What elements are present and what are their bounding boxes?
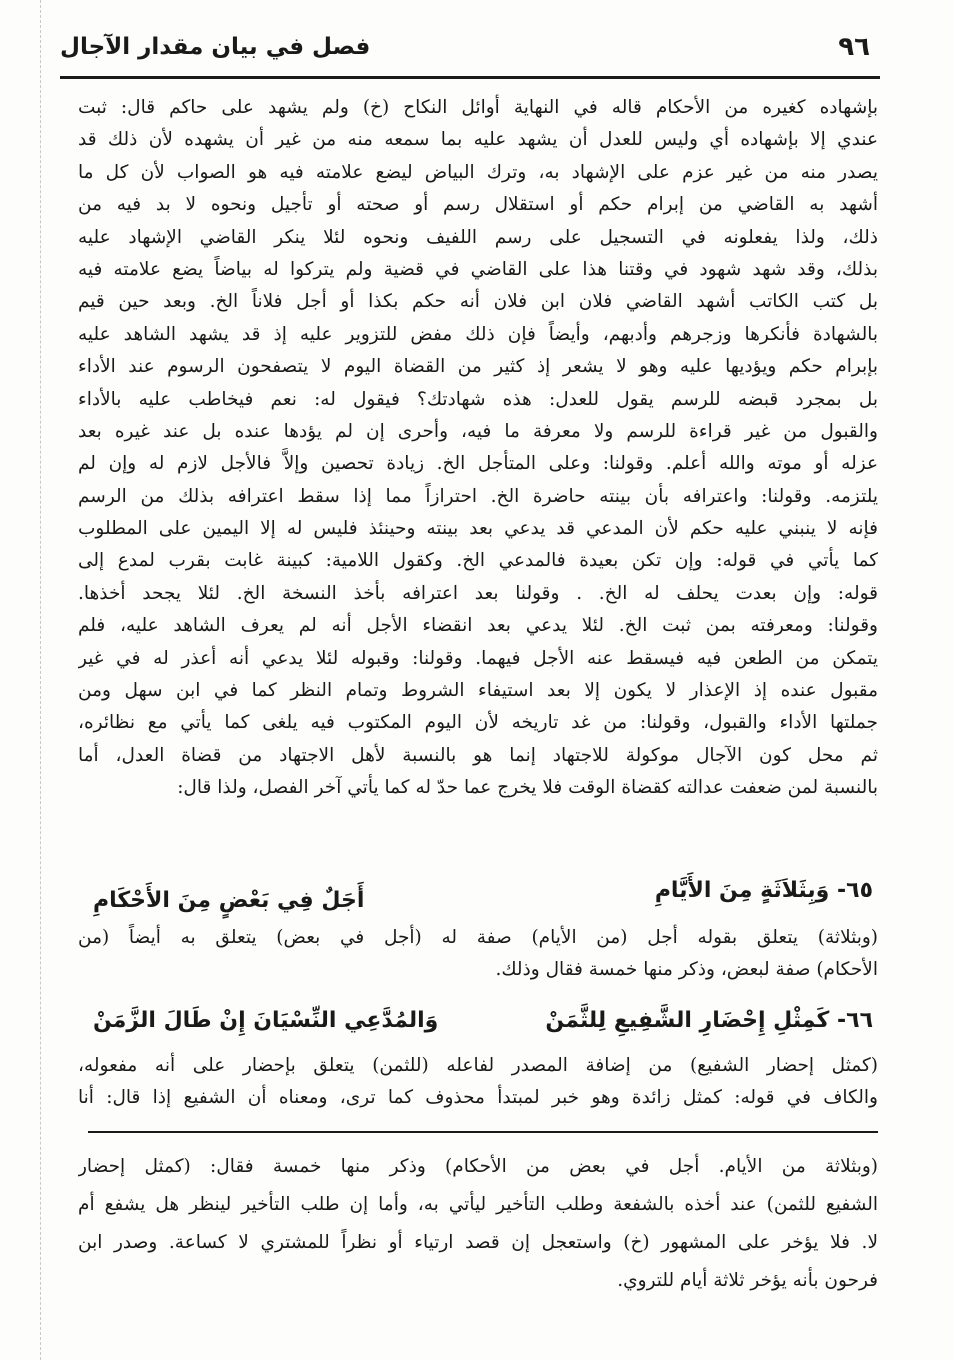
text-line: فإنه لا ينبني عليه حكم لأن المدعي قد يدعي بعد بينته وحينئذ فليس له إلا اليمين على المطلوب [78,518,878,540]
header-rule [60,76,880,79]
verse-first-hemistich: ٦٥- وَبِثَلاَثَةٍ مِنَ الأَيَّامِ [654,878,873,903]
text-line: أشهد به القاضي من إبرام حكم أو استقلال رسم أو صحته أو تأجيل ونحوه لا بد فيه من [78,194,878,216]
text-line: والقبول من غير قراءة للرسم ولا معرفة ما فيه، وأحرى إن لم يؤدها عنده بل عند غيره بعد [78,420,878,442]
verse-first-hemistich: ٦٦- كَمِثْلِ إِحْضَارِ الشَّفِيعِ لِلثَّمَنْ [545,1008,873,1033]
text-line: بإشهاده كغيره من الأحكام قاله في النهاية أوائل النكاح (خ) ولم يشهد على حاكم قال: ثبت [78,97,878,118]
footnote-line: (وبثلاثة من الأيام. أجل في بعض من الأحكام) وذكر منها خمسة فقال: (كمثل إحضار [78,1156,878,1177]
text-line: والكاف في قوله: كمثل زائدة وهو خبر لمبتدأ محذوف كما ترى، ومعناه أن الشفيع إذا قال: أنا [78,1087,878,1109]
footnote-line: الشفيع للثمن) عند أخذه بالشفعة وطلب التأخير ليأتي به، وأما إن طلب التأخير لينظر هل يشفع أم [78,1194,878,1215]
text-line: (كمثل إحضار الشفيع) من إضافة المصدر لفاعله (للثمن) يتعلق بإحضار على أنه مفعوله، [78,1055,878,1076]
verse-second-hemistich: أَجَلٌ فِي بَعْضٍ مِنَ الأَحْكَامِ [93,888,365,913]
footnote-line: فرحون بأنه يؤخر ثلاثة أيام للتروي. [617,1270,878,1291]
scan-gutter-line [40,0,42,1360]
verse-second-hemistich: وَالمُدَّعِي النِّسْيَانَ إِنْ طَالَ الزَّمَنْ [93,1008,439,1033]
footnote-line: لا. فلا يؤخر على المشهور (خ) واستعجل إن قصد ارتياء أو نظراً للمشتري لا كساعة. وصدر ابن [78,1232,878,1253]
text-line: مقبول عنده إذ الإعذار لا يكون إلا بعد استيفاء الشروط وتمام النظر كما في ابن سهل ومن [78,680,878,702]
text-line: يتمكن من الطعن فيه فيسقط عنه الأجل فيهما. وقولنا: وقبوله لئلا يدعي أنه أعذر له في غير [78,647,878,669]
text-line: بإبرام حكم ويؤديها عليه وهو لا يشعر إذ كثير من القضاة اليوم لا يتصفحون الرسوم عند الأداء [78,356,878,378]
text-line: بل كتب الكاتب أشهد القاضي فلان ابن فلان أنه حكم بكذا أو أجل فلاناً الخ. وبعد حين قيم [78,291,878,313]
text-line: الأحكام) صفة لبعض، وذكر منها خمسة فقال وذلك. [495,959,878,981]
text-line: بالنسبة لمن ضعفت عدالته كقضاة الوقت فلا يخرج عما حدّ له كما يأتي آخر الفصل، ولذا قال: [177,777,878,799]
text-line: يلتزمه. وقولنا: واعترافه بأن بينته حاضرة الخ. احترازاً مما إذا سقط اعترافه بذلك من الرسم [78,485,878,507]
text-line: ثم محل كون الآجال موكولة للاجتهاد إنما هو بالنسبة لأهل الاجتهاد من قضاة العدل، أما [78,744,878,766]
text-line: بذلك، وقد شهد شهود في وقتنا هذا على القاضي في قضية ولم يتركوا له بياضاً يضع علامته فيه [78,258,878,280]
text-line: يصدر منه من غير عزم على الإشهاد به، وترك البياض ليضع علامته فيه هو الصواب لأن كل ما [78,161,878,183]
commentary-65 [78,922,878,987]
footnote-rule [88,1131,878,1133]
text-line: وقولنا: ومعرفته بمن ثبت الخ. لئلا يدعي بعد انقضاء الأجل أنه لم يعرف الشاهد عليه، فلم [78,615,878,637]
running-head: فصل في بيان مقدار الآجال [60,34,371,60]
page-number: ٩٦ [838,32,870,62]
text-line: ذلك، ولذا يفعلونه في التسجيل على رسم اللفيف ونحوه لئلا ينكر القاضي الإشهاد عليه [78,226,878,248]
text-line: قوله: وإن بعدت يحلف له الخ. . وقولنا بعد اعترافه بأخذ النسخة الخ. لئلا يجحد أخذها. [78,582,878,604]
main-text [78,92,878,805]
commentary-66 [78,1050,878,1115]
page-header [60,28,880,72]
text-line: جملتها الأداء والقبول، وقولنا: من غد تاريخه لأن اليوم المكتوب فيه يلغى كما يأتي مع نظائره، [78,712,878,734]
text-line: بل بمجرد قبضه للرسم يقول للعدل: هذه شهادتك؟ فيقول له: نعم فيخاطب عليه بالأداء [78,388,878,410]
footnotes [78,1148,878,1300]
text-line: كما يأتي في قوله: وإن تكن بعيدة فالمدعي الخ. وكقول اللامية: كبينة غابت بقرب لمدع إلى [78,550,878,572]
text-line: عزله أو موته والله أعلم. وقولنا: وعلى المتأجل الخ. زيادة تحصين وإلاَّ فالأجل لازم له وإن لم [78,453,878,475]
text-line: بالشهادة فأنكرها وزجرهم وأدبهم، وأيضاً فإن ذلك مفض للتزوير عليه إذ قد يشهد الشاهد عليه [78,323,878,345]
text-line: عندي إلا بإشهاده أي وليس للعدل أن يشهد عليه بما سمعه منه من غير أن يشهده لأن ذلك قد [78,129,878,151]
text-line: (وبثلاثة) يتعلق بقوله أجل (من الأيام) صفة له (أجل في بعض) يتعلق به أيضاً (من [78,927,878,948]
